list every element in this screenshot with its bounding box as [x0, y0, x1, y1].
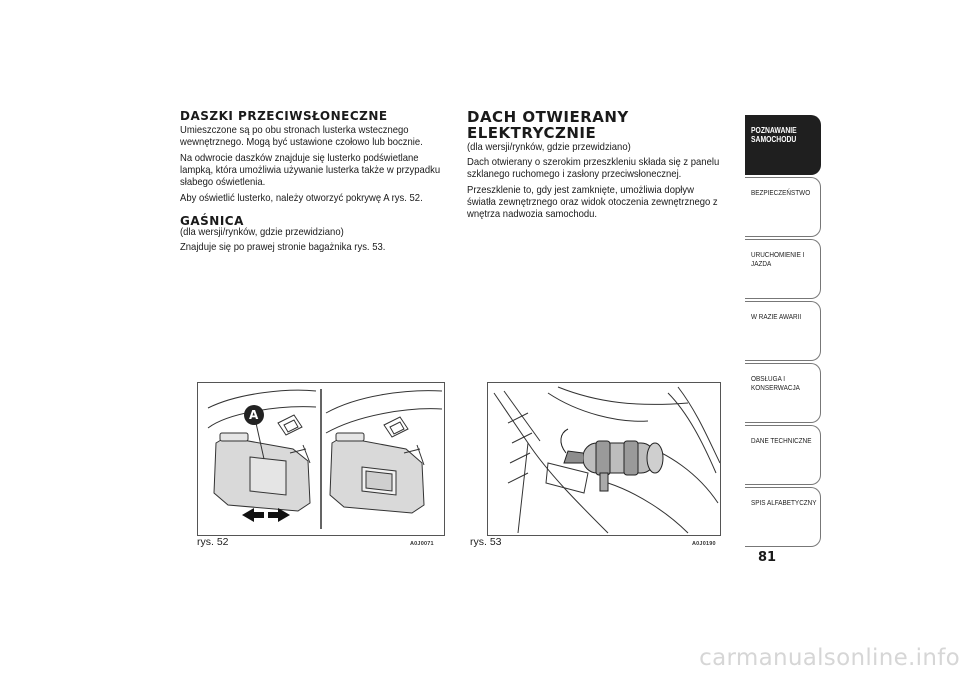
- tab-dane-techniczne[interactable]: DANE TECHNICZNE: [745, 425, 821, 485]
- paragraph-sunroof-2: Przeszklenie to, gdy jest zamknięte, umożliwia dopływ światła zewnętrznego oraz widok otoczenia zewnętrznego z wnętrza nadwozia samochodu.: [467, 184, 718, 220]
- heading-sunroof-line1: DACH OTWIERANY: [467, 108, 629, 126]
- figure-52-sun-visor-illustration: [197, 382, 445, 536]
- tab-w-razie-awarii[interactable]: W RAZIE AWARII: [745, 301, 821, 361]
- right-column: [467, 110, 722, 225]
- tab-obsluga-i-konserwacja[interactable]: OBSŁUGA I KONSERWACJA: [745, 363, 821, 423]
- callout-marker-a-label: A: [249, 408, 259, 422]
- left-column: [180, 110, 455, 258]
- tab-bezpieczenstwo[interactable]: BEZPIECZEŃSTWO: [745, 177, 821, 237]
- figure-53-caption: rys. 53: [470, 536, 502, 548]
- figure-52-caption: rys. 52: [197, 536, 229, 548]
- watermark-text: carmanualsonline.info: [699, 645, 960, 671]
- extinguisher-drawing: [488, 383, 720, 535]
- tab-uruchomienie-i-jazda[interactable]: URUCHOMIENIE I JAZDA: [745, 239, 821, 299]
- paragraph-visor-2: Na odwrocie daszków znajduje się lusterko podświetlane lampką, która umożliwia używanie lusterka także w przypadku słabego oświetlenia.: [180, 152, 441, 188]
- tab-spis-alfabetyczny[interactable]: SPIS ALFABETYCZNY: [745, 487, 821, 547]
- note-sunroof: (dla wersji/rynków, gdzie przewidziano): [467, 141, 631, 153]
- paragraph-sunroof-1: Dach otwierany o szerokim przeszkleniu składa się z panelu szklanego ruchomego i zasłony przeciwsłonecznej.: [467, 156, 720, 180]
- heading-sun-visors: DASZKI PRZECIWSŁONECZNE: [180, 109, 388, 123]
- heading-sunroof: [467, 110, 722, 142]
- heading-fire-extinguisher: GAŚNICA: [180, 213, 244, 228]
- figure-53-extinguisher-illustration: [487, 382, 721, 536]
- heading-sunroof-line2: ELEKTRYCZNIE: [467, 123, 597, 142]
- sun-visor-drawing: [198, 383, 444, 535]
- figure-53-code: A0J0190: [692, 541, 716, 547]
- paragraph-visor-1: Umieszczone są po obu stronach lusterka wstecznego wewnętrznego. Mogą być ustawione czołowo lub bocznie.: [180, 124, 423, 148]
- note-extinguisher: (dla wersji/rynków, gdzie przewidziano): [180, 227, 344, 239]
- paragraph-extinguisher: Znajduje się po prawej stronie bagażnika rys. 53.: [180, 242, 386, 254]
- tab-poznawanie-samochodu[interactable]: POZNAWANIE SAMOCHODU: [745, 115, 821, 175]
- page-number: 81: [758, 550, 777, 565]
- figure-52-code: A0J0071: [410, 541, 434, 547]
- paragraph-visor-3: Aby oświetlić lusterko, należy otworzyć pokrywę A rys. 52.: [180, 192, 423, 204]
